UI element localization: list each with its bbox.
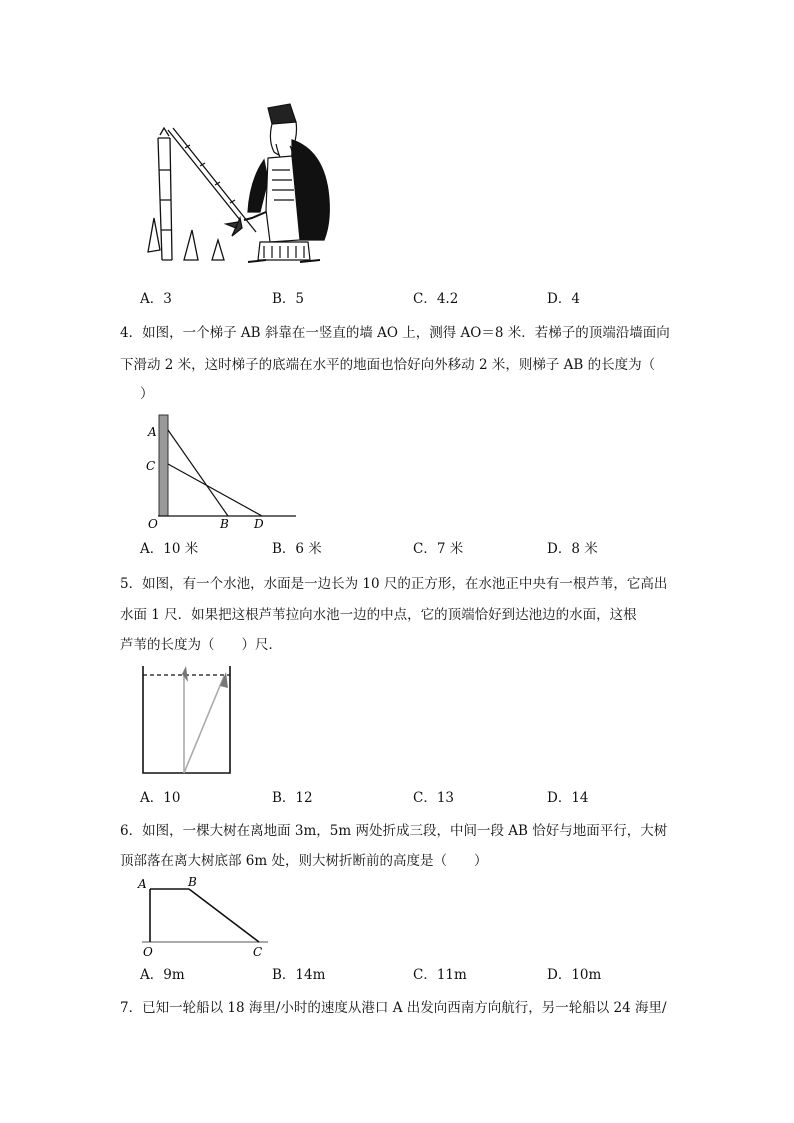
q5-option-a[interactable]: A．10 [140, 790, 181, 806]
q3-option-b[interactable]: B．5 [272, 291, 305, 307]
q4-stem-line-1: 4．如图，一个梯子 AB 斜靠在一竖直的墙 AO 上，测得 AO＝8 米．若梯子的顶端沿墙面向 [120, 325, 670, 341]
wall [159, 415, 168, 516]
q6-option-c[interactable]: C．11m [413, 967, 467, 983]
label-a: A [138, 877, 147, 891]
scholar-bamboo-figure [140, 100, 340, 270]
q4-stem-line-3: ） [140, 386, 154, 402]
q3-option-d[interactable]: D．4 [547, 291, 580, 307]
q4-stem-line-2: 下滑动 2 米，这时梯子的底端在水平的地面也恰好向外移动 2 米，则梯子 AB 的长度为（ [120, 357, 656, 373]
q6-option-a[interactable]: A．9m [140, 967, 185, 983]
label-a: A [148, 425, 157, 439]
ladder-ab [168, 430, 228, 516]
q6-stem-line-1: 6．如图，一棵大树在离地面 3m，5m 两处折成三段，中间一段 AB 恰好与地面平行，大树 [120, 823, 668, 839]
q5-stem-line-1: 5．如图，有一个水池，水面是一边长为 10 尺的正方形，在水池正中央有一根芦苇，它高出 [120, 576, 668, 592]
q4-option-d[interactable]: D．8 米 [547, 541, 598, 557]
q4-option-b[interactable]: B．6 米 [272, 541, 322, 557]
q3-option-c[interactable]: C．4.2 [413, 291, 459, 307]
q3-option-a[interactable]: A．3 [140, 291, 172, 307]
segment-bc [189, 889, 259, 942]
label-c: C [146, 459, 156, 473]
ladder-cd [168, 464, 262, 516]
reed-leaning [184, 676, 224, 773]
ladder-figure [140, 410, 310, 535]
q6-stem-line-2: 顶部落在离大树底部 6m 处，则大树折断前的高度是（ ） [120, 853, 488, 869]
q5-option-d[interactable]: D．14 [547, 790, 589, 806]
q5-stem-line-2: 水面 1 尺．如果把这根芦苇拉向水池一边的中点，它的顶端恰好到达池边的水面，这根 [120, 607, 637, 623]
q5-option-c[interactable]: C．13 [413, 790, 455, 806]
label-b: B [220, 517, 229, 531]
q4-option-c[interactable]: C．7 米 [413, 541, 464, 557]
q6-option-b[interactable]: B．14m [272, 967, 326, 983]
q7-stem-line-1: 7．已知一轮船以 18 海里/小时的速度从港口 A 出发向西南方向航行，另一轮船以 24 海里/ [120, 1000, 667, 1016]
label-o: O [143, 945, 153, 959]
pond-outline [143, 666, 230, 773]
broken-tree-figure [136, 876, 271, 961]
reed-upright-tip [182, 666, 188, 682]
q4-option-a[interactable]: A．10 米 [140, 541, 199, 557]
pond-reed-figure [140, 662, 235, 777]
q5-stem-line-3: 芦苇的长度为（ ）尺． [120, 637, 282, 653]
label-o: O [148, 517, 158, 531]
label-c: C [253, 945, 263, 959]
q6-option-d[interactable]: D．10m [547, 967, 602, 983]
label-d: D [254, 517, 264, 531]
label-b: B [188, 875, 197, 889]
q5-option-b[interactable]: B．12 [272, 790, 313, 806]
